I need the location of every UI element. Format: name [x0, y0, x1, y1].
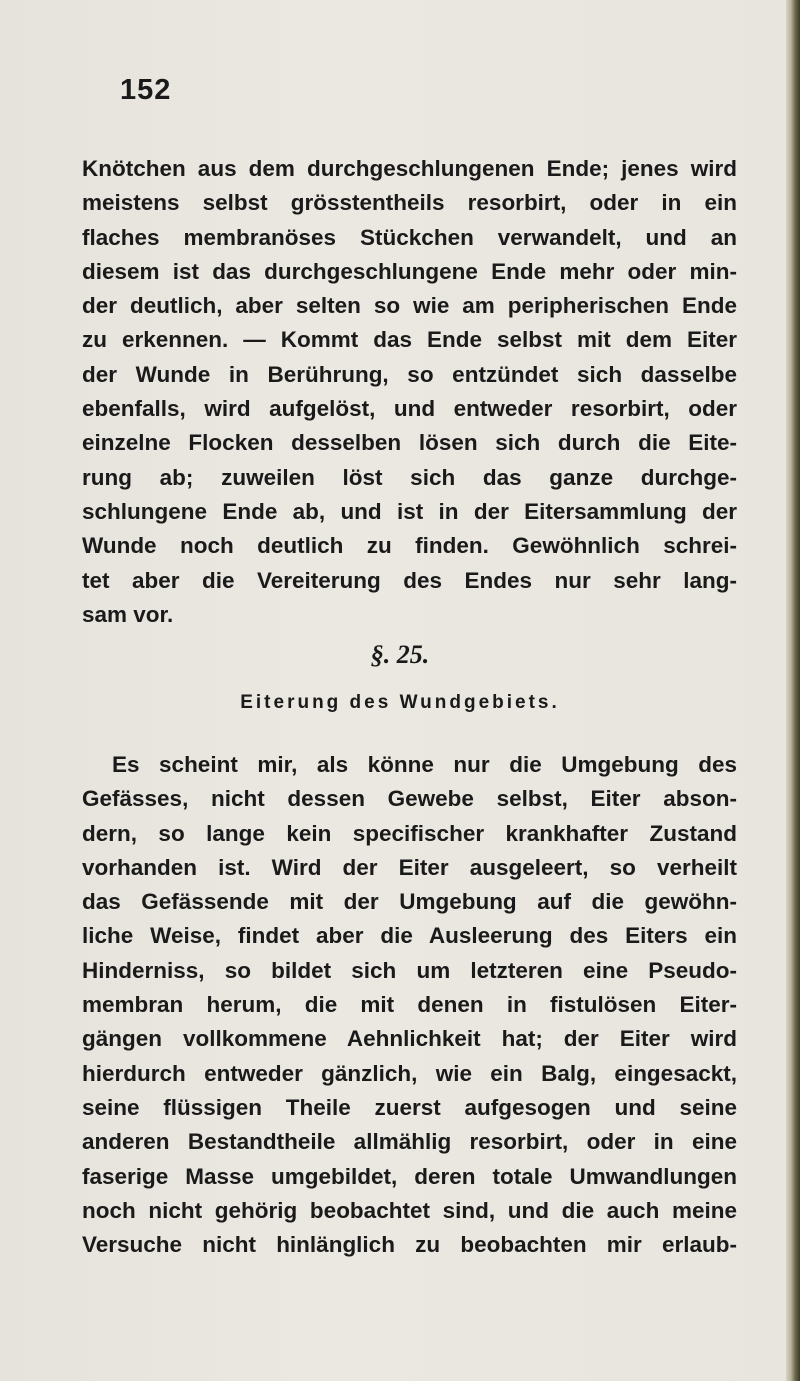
page-number: 152: [120, 74, 172, 106]
text-line: tet aber die Vereiterung des Endes nur sehr lang-: [82, 567, 737, 593]
paragraph-continuation: [82, 152, 737, 632]
section-title: Eiterung des Wundgebiets.: [240, 692, 560, 713]
text-line: dern, so lange kein specifischer krankhafter Zustand: [82, 820, 737, 846]
text-line: sam vor.: [82, 601, 174, 627]
section-number: §. 25.: [370, 640, 430, 669]
text-line: meistens selbst grösstentheils resorbirt, oder in ein: [82, 190, 737, 216]
text-line: ebenfalls, wird aufgelöst, und entweder resorbirt, oder: [82, 396, 737, 422]
text-line: diesem ist das durchgeschlungene Ende mehr oder min-: [82, 258, 737, 284]
text-line: gängen vollkommene Aehnlichkeit hat; der Eiter wird: [82, 1026, 737, 1052]
text-line: das Gefässende mit der Umgebung auf die gewöhn-: [82, 889, 737, 915]
text-line: seine flüssigen Theile zuerst aufgesogen und seine: [82, 1094, 737, 1120]
text-line: schlungene Ende ab, und ist in der Eitersammlung der: [82, 498, 737, 524]
paragraph-body: [82, 748, 737, 1262]
page-edge-shadow: [786, 0, 800, 1381]
text-line: Gefässes, nicht dessen Gewebe selbst, Eiter abson-: [82, 786, 737, 812]
text-line: rung ab; zuweilen löst sich das ganze durchge-: [82, 464, 737, 490]
text-line: der deutlich, aber selten so wie am peripherischen Ende: [82, 293, 737, 319]
text-line: Knötchen aus dem durchgeschlungenen Ende; jenes wird: [82, 156, 737, 181]
text-line: vorhanden ist. Wird der Eiter ausgeleert, so verheilt: [82, 854, 737, 880]
text-line: zu erkennen. — Kommt das Ende selbst mit dem Eiter: [82, 327, 737, 353]
text-line: liche Weise, findet aber die Ausleerung des Eiters ein: [82, 923, 737, 949]
text-line: anderen Bestandtheile allmählig resorbirt, oder in eine: [82, 1129, 737, 1155]
text-line: flaches membranöses Stückchen verwandelt, und an: [82, 224, 737, 250]
text-line: Versuche nicht hinlänglich zu beobachten mir erlaub-: [82, 1232, 737, 1258]
text-line: Wunde noch deutlich zu finden. Gewöhnlich schrei-: [82, 533, 737, 559]
text-line: noch nicht gehörig beobachtet sind, und die auch meine: [82, 1197, 737, 1223]
text-line: hierdurch entweder gänzlich, wie ein Balg, eingesackt,: [82, 1060, 737, 1086]
text-line: Hinderniss, so bildet sich um letzteren eine Pseudo-: [82, 957, 737, 983]
text-line: der Wunde in Berührung, so entzündet sich dasselbe: [82, 361, 737, 387]
text-line: faserige Masse umgebildet, deren totale Umwandlungen: [82, 1163, 737, 1189]
text-line: Es scheint mir, als könne nur die Umgebung des: [112, 752, 737, 777]
text-line: membran herum, die mit denen in fistulösen Eiter-: [82, 992, 737, 1018]
text-line: einzelne Flocken desselben lösen sich durch die Eite-: [82, 430, 737, 456]
